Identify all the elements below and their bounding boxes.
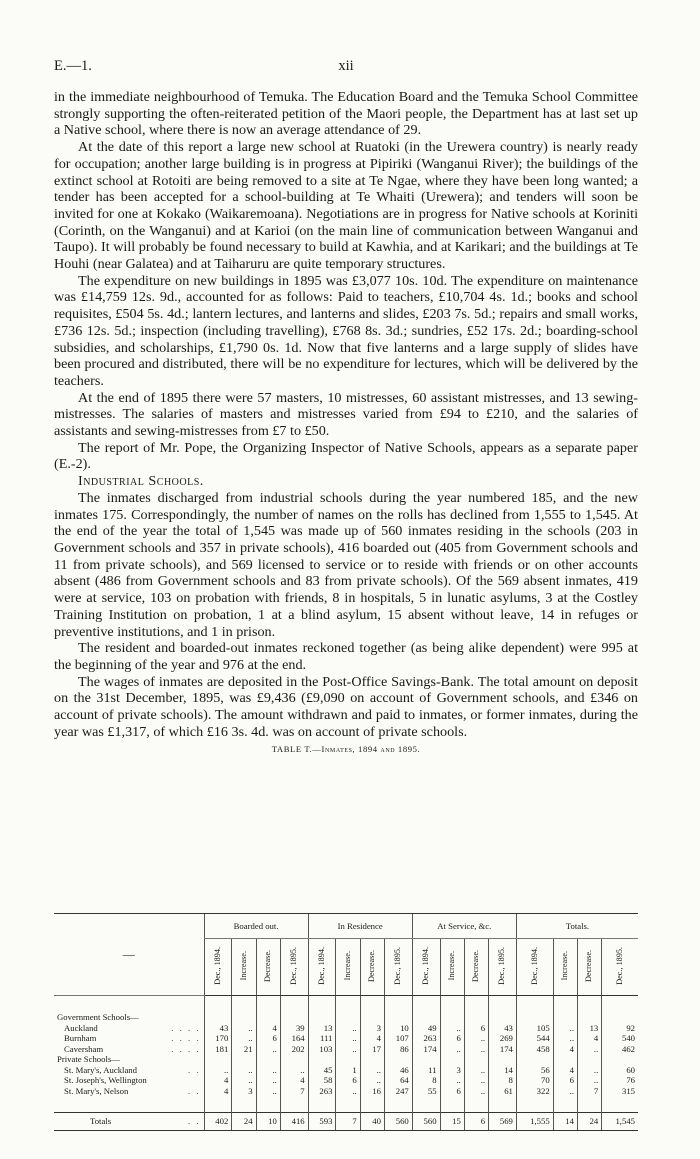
table-cell: ..	[440, 1023, 464, 1034]
table-cell: 3	[440, 1065, 464, 1076]
paragraph-temuka: in the immediate neighbourhood of Temuka. The Education Board and the Temuka School Committee strongly supporting the often-reiterated petition of the Maori people, the Department has at last set up a Native school, where there is now an average attendance of 29.	[54, 89, 638, 139]
table-cell: 11	[412, 1065, 440, 1076]
table-cell: ..	[360, 1065, 384, 1076]
table-cell: 107	[384, 1033, 412, 1044]
table-cell: 181	[204, 1044, 232, 1055]
table-cell: 43	[489, 1023, 517, 1034]
table-group-header	[54, 914, 638, 939]
table-cell: 593	[308, 1113, 336, 1131]
table-cell: 8	[489, 1075, 517, 1086]
table-cell: 56	[516, 1065, 553, 1076]
leader-dots: . . . .	[171, 1033, 201, 1043]
table-body	[54, 996, 638, 1131]
paragraph-new-schools: At the date of this report a large new school at Ruatoki (in the Urewera country) is nearly ready for occupation; another large building is in progress at Pipiriki (Wanganui River); the buildings of the extinct school at Rotoiti are being removed to a site at Te Ngae, where they have been long wanted; a tender has been accepted for a school-building at Te Whaiti (Urewera); and tenders will soon be invited for one at Kokako (Waikaremoana). Negotiations are in progress for Native schools at Koriniti (Corinth, on the Wanganui) and at Karioi (on the main line of communication between Wanganui and Taupo). It will probably be found necessary to build at Kawhia, and at Karikari; and the buildings at Te Houhi (near Galatea) and at Taiharuru are quite temporary structures.	[54, 139, 638, 273]
page-number: xii	[338, 58, 354, 74]
table-row	[54, 1033, 638, 1044]
table-row	[54, 1044, 638, 1055]
row-label-cell	[54, 1033, 204, 1044]
row-label-cell	[54, 1023, 204, 1034]
table-cell: 540	[602, 1033, 638, 1044]
table-cell: ..	[440, 1044, 464, 1055]
column-header: Dec., 1895.	[614, 946, 624, 985]
table-cell: ..	[256, 1086, 280, 1097]
column-header: Decrease.	[262, 949, 272, 982]
table-cell: ..	[464, 1086, 488, 1097]
table-cell: 269	[489, 1033, 517, 1044]
table-cell: 111	[308, 1033, 336, 1044]
table-cell: 13	[577, 1023, 601, 1034]
table-cell: 103	[308, 1044, 336, 1055]
row-label: Auckland	[64, 1022, 98, 1033]
table-cell: 14	[553, 1113, 577, 1131]
table-cell: ..	[256, 1075, 280, 1086]
table-cell: ..	[577, 1065, 601, 1076]
table-cell: 14	[489, 1065, 517, 1076]
column-header: Increase.	[342, 951, 352, 981]
table-spacer-row	[54, 1096, 638, 1113]
stub-header: —	[54, 914, 204, 996]
table-cell: ..	[440, 1075, 464, 1086]
table-cell: 64	[384, 1075, 412, 1086]
paragraph-pope-report: The report of Mr. Pope, the Organizing Inspector of Native Schools, appears as a separate paper (E.-2).	[54, 439, 638, 473]
table-cell: 45	[308, 1065, 336, 1076]
table-cell: ..	[464, 1033, 488, 1044]
table-cell: 6	[464, 1023, 488, 1034]
paragraph-expenditure: The expenditure on new buildings in 1895 was £3,077 10s. 10d. The expenditure on maintenance was £14,759 12s. 9d., accounted for as follows: Paid to teachers, £10,704 4s. 1d.; books and school requisites, £504 5s. 4d.; lantern lectures, and lanterns and slides, £203 7s. 5d.; repairs and small works, £736 12s. 5d.; inspection (including travelling), £768 8s. 3d.; sundries, £52 17s. 2d.; boarding-school subsidies, and scholarships, £1,790 0s. 1d. Now that five lanterns and a large supply of slides have been procured and distributed, there will be no expenditure for lectures, which will be delivered by the teachers.	[54, 272, 638, 389]
column-header: Dec., 1894.	[316, 946, 326, 985]
table-spacer-row	[54, 996, 638, 1013]
table-cell: 10	[256, 1113, 280, 1131]
column-header: Dec., 1894.	[420, 946, 430, 985]
table-cell: 7	[577, 1086, 601, 1097]
table-cell: 39	[280, 1023, 308, 1034]
report-reference: E.—1.	[54, 58, 92, 74]
table-cell: 10	[384, 1023, 412, 1034]
table-cell: 7	[336, 1113, 360, 1131]
table-cell: 7	[280, 1086, 308, 1097]
table-cell: ..	[336, 1033, 360, 1044]
table-cell: ..	[280, 1065, 308, 1076]
table-cell: ..	[336, 1044, 360, 1055]
table-cell: 70	[516, 1075, 553, 1086]
row-label-cell	[54, 1086, 204, 1097]
paragraph-resident: The resident and boarded-out inmates reckoned together (as being alike dependent) were 995 at the beginning of the year and 976 at the end.	[54, 640, 638, 673]
paragraph-wages: The wages of inmates are deposited in the Post-Office Savings-Bank. The total amount on deposit on the 31st December, 1895, was £9,436 (£9,090 on account of Government schools, and £346 on account of private schools). The amount withdrawn and paid to inmates, or former inmates, during the year was £1,317, of which £16 3s. 4d. was on account of private schools.	[54, 673, 638, 740]
section-heading: Industrial Schools.	[78, 473, 204, 490]
table-cell: 544	[516, 1033, 553, 1044]
table-cell: 15	[440, 1113, 464, 1131]
table-cell: 402	[204, 1113, 232, 1131]
table-cell: 458	[516, 1044, 553, 1055]
table-cell: ..	[577, 1075, 601, 1086]
column-header: Dec., 1895.	[497, 946, 507, 985]
report-body	[54, 89, 638, 756]
row-label: Caversham	[64, 1043, 104, 1054]
section-label: Government Schools—	[57, 1012, 139, 1022]
column-header: Decrease.	[584, 949, 594, 982]
table-cell: ..	[553, 1086, 577, 1097]
table-cell: 6	[553, 1075, 577, 1086]
table-cell: ..	[464, 1075, 488, 1086]
table-cell: ..	[577, 1044, 601, 1055]
table-totals-row	[54, 1113, 638, 1131]
group-header: Boarded out.	[204, 914, 308, 939]
table-cell: 24	[232, 1113, 256, 1131]
table-caption-prefix: TABLE T.—	[271, 744, 322, 755]
row-label: Burnham	[64, 1033, 97, 1043]
table-cell: ..	[464, 1044, 488, 1055]
table-cell: 6	[440, 1086, 464, 1097]
table-cell: 105	[516, 1023, 553, 1034]
table-cell: 4	[280, 1075, 308, 1086]
table-cell: 6	[256, 1033, 280, 1044]
row-label-cell	[54, 1044, 204, 1055]
row-label: Totals	[90, 1116, 112, 1127]
table-cell: 49	[412, 1023, 440, 1034]
table-cell: 6	[336, 1075, 360, 1086]
row-label-cell	[54, 1075, 204, 1086]
table-cell: 55	[412, 1086, 440, 1097]
table-cell: 4	[553, 1065, 577, 1076]
table-cell: ..	[464, 1065, 488, 1076]
table-cell: ..	[553, 1033, 577, 1044]
table-cell: 17	[360, 1044, 384, 1055]
table-cell: 16	[360, 1086, 384, 1097]
table-caption-title: Inmates, 1894 and 1895.	[321, 744, 421, 755]
table-cell: 4	[360, 1033, 384, 1044]
group-header: In Residence	[308, 914, 412, 939]
table-cell: ..	[232, 1075, 256, 1086]
table-cell: ..	[256, 1065, 280, 1076]
table-cell: ..	[256, 1044, 280, 1055]
table-cell: 6	[464, 1113, 488, 1131]
table-cell: 462	[602, 1044, 638, 1055]
table-row	[54, 1023, 638, 1034]
table-cell: ..	[204, 1065, 232, 1076]
table-cell: ..	[336, 1023, 360, 1034]
table-cell: 569	[489, 1113, 517, 1131]
table-cell: 24	[577, 1113, 601, 1131]
paragraph-staff: At the end of 1895 there were 57 masters, 10 mistresses, 60 assistant mistresses, and 13 sewing-mistresses. The salaries of masters and mistresses varied from £94 to £210, and the salaries of assistants and sewing-mistresses from £7 to £50.	[54, 389, 638, 440]
row-label-cell	[54, 1113, 204, 1131]
table-cell: 4	[204, 1075, 232, 1086]
table-cell: 76	[602, 1075, 638, 1086]
leader-dots: . .	[187, 1064, 201, 1075]
row-label: St. Mary's, Nelson	[64, 1085, 129, 1096]
column-header: Dec., 1894.	[212, 946, 222, 985]
table-row	[54, 1065, 638, 1076]
table-cell: 1	[336, 1065, 360, 1076]
table-cell: 560	[384, 1113, 412, 1131]
table-cell: 4	[577, 1033, 601, 1044]
table-cell: 4	[256, 1023, 280, 1034]
table-cell: ..	[360, 1075, 384, 1086]
table-cell: 4	[204, 1086, 232, 1097]
table-cell: 3	[360, 1023, 384, 1034]
page-header	[54, 58, 638, 78]
row-label: St. Joseph's, Wellington	[64, 1075, 147, 1085]
table-cell: 86	[384, 1044, 412, 1055]
leader-dots: . . . .	[171, 1022, 201, 1033]
table-cell: ..	[553, 1023, 577, 1034]
table-cell: 3	[232, 1086, 256, 1097]
table-cell: 46	[384, 1065, 412, 1076]
table-cell: 1,545	[602, 1113, 638, 1131]
table-row	[54, 1075, 638, 1086]
table-cell: 8	[412, 1075, 440, 1086]
table-cell: ..	[232, 1023, 256, 1034]
leader-dots: . . . .	[171, 1043, 201, 1054]
table-cell: 416	[280, 1113, 308, 1131]
section-label: Private Schools—	[57, 1054, 120, 1064]
table-cell: 315	[602, 1086, 638, 1097]
column-header: Increase.	[238, 951, 248, 981]
column-header: Decrease.	[367, 949, 377, 982]
table-cell: 60	[602, 1065, 638, 1076]
table-cell: 174	[489, 1044, 517, 1055]
table-cell: ..	[232, 1033, 256, 1044]
table-cell: 92	[602, 1023, 638, 1034]
table-cell: 174	[412, 1044, 440, 1055]
table-cell: ..	[336, 1086, 360, 1097]
column-header: Decrease.	[471, 949, 481, 982]
table-cell: 247	[384, 1086, 412, 1097]
table-cell: 13	[308, 1023, 336, 1034]
table-cell: ..	[232, 1065, 256, 1076]
table-cell: 6	[440, 1033, 464, 1044]
table-cell: 202	[280, 1044, 308, 1055]
table-row	[54, 1086, 638, 1097]
group-header: Totals.	[516, 914, 638, 939]
table-cell: 322	[516, 1086, 553, 1097]
column-header: Increase.	[560, 951, 570, 981]
table-cell: 21	[232, 1044, 256, 1055]
table-caption	[54, 742, 638, 756]
table-section-row	[54, 1054, 638, 1065]
table-cell: 58	[308, 1075, 336, 1086]
table-section-row	[54, 1012, 638, 1023]
column-header: Dec., 1894.	[529, 946, 539, 985]
table-cell: 164	[280, 1033, 308, 1044]
table-cell: 560	[412, 1113, 440, 1131]
column-header: Dec., 1895.	[393, 946, 403, 985]
paragraph-inmates: The inmates discharged from industrial schools during the year numbered 185, and the new inmates 175. Correspondingly, the number of names on the rolls has declined from 1,555 to 1,545. At the end of the year the total of 1,545 was made up of 560 inmates residing in the schools (203 in Government schools and 357 in private schools), 416 boarded out (405 from Government schools and 11 from private schools), and 569 licensed to service or to reside with friends or on other accounts absent (486 from Government schools and 83 from private schools). Of the 569 absent inmates, 419 were at service, 103 on probation with friends, 8 in hospitals, 5 in lunatic asylums, 3 at the Costley Training Institution on probation, 1 at a blind asylum, 15 absent without leave, 14 in refuges or preventive institutions, and 1 in prison.	[54, 489, 638, 640]
table-cell: 4	[553, 1044, 577, 1055]
table-cell: 1,555	[516, 1113, 553, 1131]
table-cell: 43	[204, 1023, 232, 1034]
inmates-table	[54, 913, 638, 1131]
leader-dots: . .	[187, 1116, 201, 1127]
row-label-cell	[54, 1065, 204, 1076]
table-cell: 61	[489, 1086, 517, 1097]
leader-dots: . .	[187, 1085, 201, 1096]
table-cell: 40	[360, 1113, 384, 1131]
row-label: St. Mary's, Auckland	[64, 1064, 137, 1075]
group-header: At Service, &c.	[412, 914, 516, 939]
column-header: Increase.	[446, 951, 456, 981]
table-cell: 263	[412, 1033, 440, 1044]
column-header: Dec., 1895.	[288, 946, 298, 985]
table-cell: 170	[204, 1033, 232, 1044]
table-cell: 263	[308, 1086, 336, 1097]
